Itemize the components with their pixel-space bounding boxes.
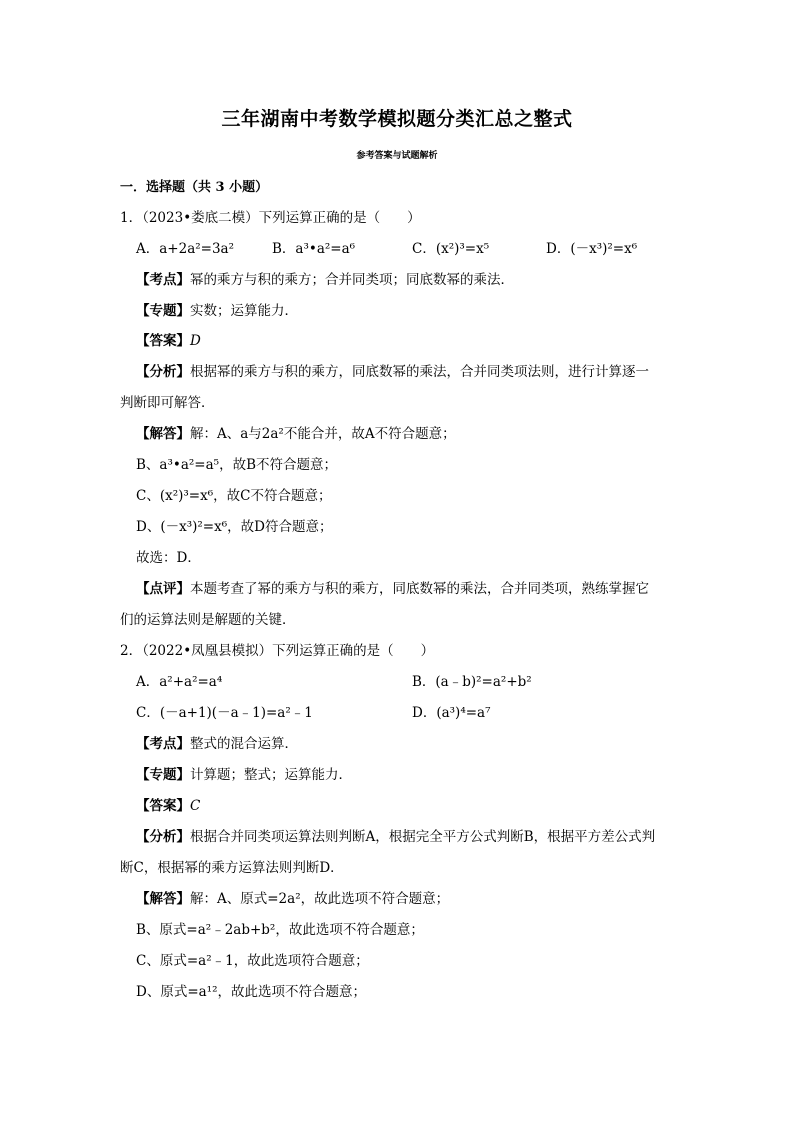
q2-zhuanti-text: 计算题；整式；运算能力． [190, 767, 352, 783]
q2-jieda-line4: D、原式=a¹²，故此选项不符合题意； [136, 984, 367, 1000]
q1-kaodian [136, 270, 514, 290]
q1-jieda-line1: 解：A、a与2a²不能合并，故A不符合题意； [190, 426, 456, 442]
q2-kaodian-tag: 【考点】 [136, 736, 190, 752]
question-2-stem: 2．（2022•凤凰县模拟）下列运算正确的是（ ） [120, 643, 435, 659]
q2-daan-text: C [190, 798, 201, 814]
q2-fenxi [136, 827, 655, 847]
q2-option-a: A．a²+a²=a⁴ [136, 674, 223, 690]
q1-jieda-line5: 故选：D． [136, 550, 201, 566]
q2-jieda-line1: 解：A、原式=2a²，故此选项不符合题意； [190, 891, 450, 907]
q2-jieda [136, 889, 449, 909]
q1-fenxi-tag: 【分析】 [136, 364, 190, 380]
q2-fenxi-line1: 根据合并同类项运算法则判断A，根据完全平方公式判断B，根据平方差公式判 [190, 829, 656, 845]
q1-jieda-line2: B、a³•a²=a⁵，故B不符合题意； [136, 457, 337, 473]
q1-dianping-line2: 们的运算法则是解题的关键． [120, 612, 296, 628]
q2-fenxi-line2: 断C，根据幂的乘方运算法则判断D． [120, 860, 344, 876]
q1-zhuanti-tag: 【专题】 [136, 303, 190, 319]
document-subtitle: 参考答案与试题解析 [356, 151, 438, 161]
q1-jieda-line4: D、(－x³)²=x⁶，故D符合题意； [136, 519, 333, 535]
q2-option-b: B．(a﹣b)²=a²+b² [412, 674, 532, 690]
q1-zhuanti-text: 实数；运算能力． [190, 303, 298, 319]
q1-zhuanti [136, 301, 298, 321]
q1-fenxi-line1: 根据幂的乘方与积的乘方，同底数幂的乘法，合并同类项法则，进行计算逐一 [190, 364, 649, 380]
section-heading: 一．选择题（共 3 小题） [120, 180, 269, 195]
q1-jieda-line3: C、(x²)³=x⁶，故C不符合题意； [136, 488, 332, 504]
q2-jieda-tag: 【解答】 [136, 891, 190, 907]
question-1-options [136, 239, 676, 259]
q1-daan-text: D [190, 333, 201, 349]
q1-kaodian-tag: 【考点】 [136, 272, 190, 288]
q2-daan [136, 796, 200, 816]
q2-option-c: C．(－a+1)(－a﹣1)=a²﹣1 [136, 705, 313, 721]
q1-jieda-tag: 【解答】 [136, 426, 190, 442]
q1-fenxi-line2: 判断即可解答． [120, 395, 215, 411]
q2-daan-tag: 【答案】 [136, 798, 190, 814]
q2-jieda-line2: B、原式=a²﹣2ab+b²，故此选项不符合题意； [136, 922, 424, 938]
q2-fenxi-tag: 【分析】 [136, 829, 190, 845]
q2-kaodian-text: 整式的混合运算． [190, 736, 298, 752]
q1-daan [136, 331, 201, 351]
document-title: 三年湖南中考数学模拟题分类汇总之整式 [221, 108, 573, 130]
q1-dianping-tag: 【点评】 [136, 581, 190, 597]
q1-option-b: B．a³•a²=a⁶ [272, 241, 356, 257]
q1-jieda [136, 424, 456, 444]
q2-jieda-line3: C、原式=a²﹣1，故此选项符合题意； [136, 953, 369, 969]
q1-option-c: C．(x²)³=x⁵ [412, 241, 490, 257]
question-2-options-row1 [136, 672, 676, 692]
q1-option-d: D．(－x³)²=x⁶ [546, 241, 638, 257]
question-1-stem: 1．（2023•娄底二模）下列运算正确的是（ ） [120, 210, 421, 226]
q2-option-d: D．(a³)⁴=a⁷ [412, 705, 491, 721]
q1-dianping-line1: 本题考查了幂的乘方与积的乘方，同底数幂的乘法，合并同类项，熟练掌握它 [190, 581, 649, 597]
q1-kaodian-text: 幂的乘方与积的乘方；合并同类项；同底数幂的乘法． [190, 272, 514, 288]
q1-option-a: A．a+2a²=3a² [136, 241, 235, 257]
q2-zhuanti [136, 765, 352, 785]
q2-kaodian [136, 734, 298, 754]
question-2-options-row2 [136, 703, 676, 723]
q1-dianping [136, 579, 649, 599]
q1-fenxi [136, 362, 649, 382]
q2-zhuanti-tag: 【专题】 [136, 767, 190, 783]
q1-daan-tag: 【答案】 [136, 333, 190, 349]
